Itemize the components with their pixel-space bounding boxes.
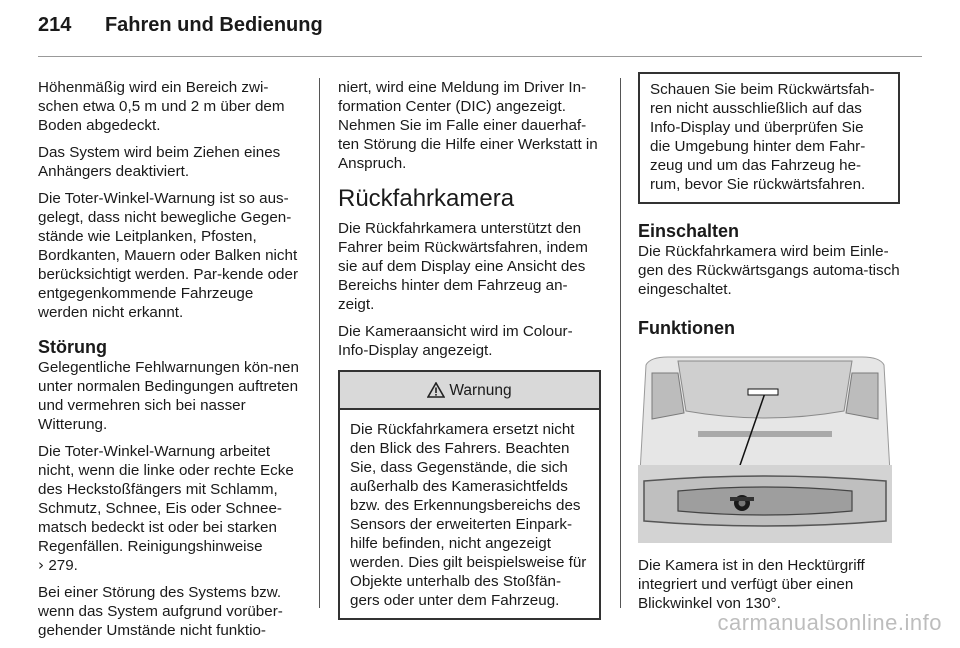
- page-number: 214: [38, 14, 72, 36]
- note-box: Schauen Sie beim Rückwärtsfah-ren nicht ausschließlich auf das Info-Display und überprüfen Sie die Umgebung hinter dem Fahr-zeug und um das Fahrzeug he-rum, bevor Sie rückwärtsfahren.: [638, 72, 900, 204]
- warning-box: [338, 370, 601, 620]
- section-heading-einschalten: Einschalten: [638, 221, 740, 241]
- column-3: [638, 74, 900, 621]
- warning-text: Die Rückfahrkamera ersetzt nicht den Blick des Fahrers. Beachten Sie, dass Gegenstände, die sich außerhalb des Kamerasichtfelds bzw. des Erkennungsbereichs des Sensors der erweiterten Einpark-hilfe befinden, nicht angezeigt werden. Dies gilt beispielsweise für Objekte unterhalb des Stoßfän-gers oder unter dem Fahrzeug.: [350, 421, 587, 609]
- column-divider: [620, 78, 621, 608]
- page-header: [38, 14, 323, 37]
- section-heading-stoerung: Störung: [38, 337, 107, 357]
- section-heading-funktionen: Funktionen: [638, 318, 735, 338]
- paragraph: Gelegentliche Fehlwarnungen kön-nen unter normalen Bedingungen auftreten und vermehren sich bei nasser Witterung.: [38, 359, 299, 433]
- page-reference-link[interactable]: 279.: [48, 557, 78, 574]
- paragraph-text: Die Toter-Winkel-Warnung arbeitet nicht, wenn die linke oder rechte Ecke des Heckstoßfängers mit Schlamm, Schmutz, Schnee, Eis oder Schnee-matsch bedeckt ist oder bei starken Regenfällen. Reinigungshinweise: [38, 443, 294, 555]
- paragraph: [38, 442, 304, 575]
- column-divider: [319, 78, 320, 608]
- warning-triangle-icon: [427, 382, 445, 398]
- chapter-title: Fahren und Bedienung: [104, 14, 323, 36]
- reference-arrow-icon: ›: [38, 556, 45, 574]
- header-rule: [38, 56, 922, 57]
- paragraph: Die Toter-Winkel-Warnung ist so aus-gelegt, dass nicht bewegliche Gegen-stände wie Leitplanken, Pfosten, Bordkanten, Mauern oder Balken nicht berücksichtigt werden. Par-kende oder entgegenkommende Fahrzeuge werden nicht erkannt.: [38, 190, 299, 321]
- section-heading-rueckfahrkamera: Rückfahrkamera: [338, 185, 515, 212]
- rear-camera-illustration: [638, 353, 892, 543]
- warning-label: Warnung: [449, 381, 512, 399]
- image-caption: Die Kamera ist in den Hecktürgriff integriert und verfügt über einen Blickwinkel von 130°.: [638, 557, 865, 612]
- paragraph: Die Rückfahrkamera unterstützt den Fahrer beim Rückwärtsfahren, indem sie auf dem Display eine Ansicht des Bereichs hinter dem Fahrzeug an-zeigt.: [338, 220, 588, 313]
- paragraph: Das System wird beim Ziehen eines Anhängers deaktiviert.: [38, 144, 281, 180]
- column-2: [338, 78, 601, 620]
- paragraph: niert, wird eine Meldung im Driver In-formation Center (DIC) angezeigt. Nehmen Sie im Falle einer dauerhaf-ten Störung die Hilfe einer Werkstatt in Anspruch.: [338, 79, 598, 172]
- paragraph: Bei einer Störung des Systems bzw. wenn das System aufgrund vorüber-gehender Umstände nicht funktio-: [38, 584, 283, 639]
- paragraph: Die Kameraansicht wird im Colour-Info-Display angezeigt.: [338, 323, 573, 359]
- paragraph: Höhenmäßig wird ein Bereich zwi-schen etwa 0,5 m und 2 m über dem Boden abgedeckt.: [38, 79, 285, 134]
- paragraph: Die Rückfahrkamera wird beim Einle-gen des Rückwärtsgangs automa-tisch eingeschaltet.: [638, 243, 900, 298]
- watermark: carmanualsonline.info: [717, 610, 942, 635]
- column-1: [38, 78, 304, 648]
- warning-header: [340, 372, 599, 410]
